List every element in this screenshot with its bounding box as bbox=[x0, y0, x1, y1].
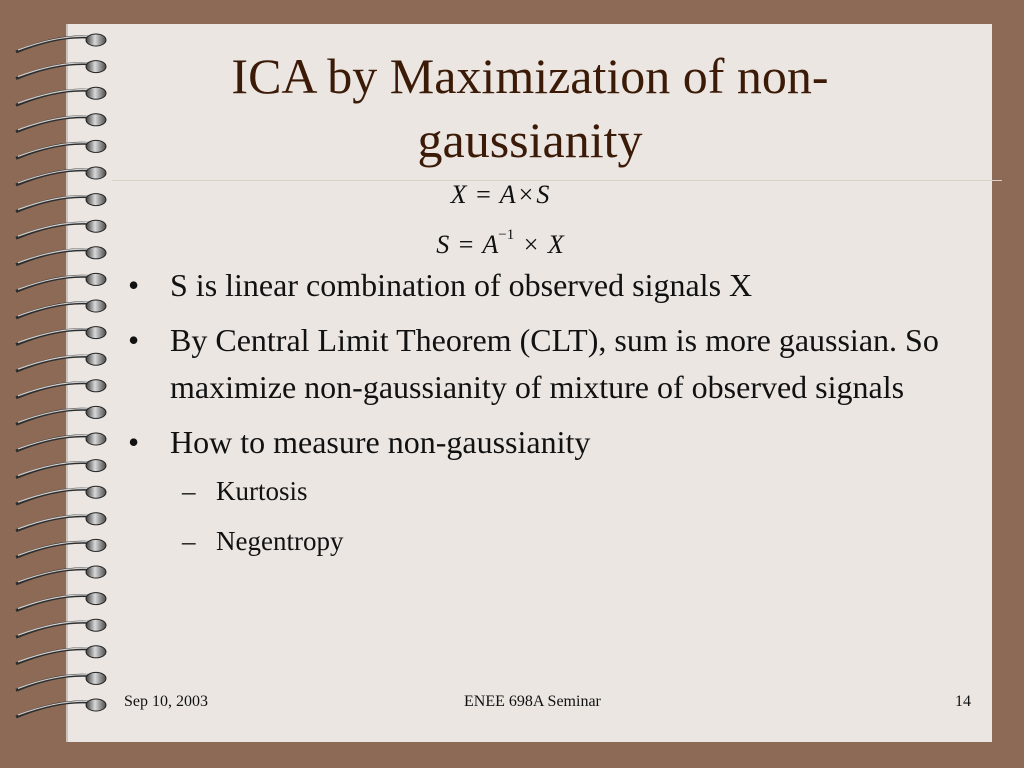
spiral-ring bbox=[86, 140, 106, 152]
bullet-item bbox=[128, 419, 948, 566]
eq2-b: X bbox=[547, 230, 564, 259]
bullet-list bbox=[128, 262, 948, 574]
eq2-exponent: −1 bbox=[498, 227, 515, 244]
bullet-text: By Central Limit Theorem (CLT), sum is more gaussian. So maximize non-gaussianity of mixture of observed signals bbox=[170, 322, 939, 405]
footer-date: Sep 10, 2003 bbox=[124, 693, 208, 710]
spiral-ring bbox=[86, 167, 106, 179]
eq1-a: A bbox=[499, 180, 516, 209]
spiral-ring bbox=[86, 273, 106, 285]
spiral-ring bbox=[86, 247, 106, 259]
sub-bullet-text: Kurtosis bbox=[216, 476, 308, 506]
spiral-ring bbox=[86, 87, 106, 99]
eq2-lhs: S bbox=[436, 230, 450, 259]
bullet-item bbox=[128, 262, 948, 309]
eq1-lhs: X bbox=[450, 180, 467, 209]
spiral-ring bbox=[86, 699, 106, 711]
spiral-ring bbox=[86, 672, 106, 684]
sub-bullet-list bbox=[170, 466, 948, 566]
spiral-ring bbox=[86, 61, 106, 73]
bullet-item bbox=[128, 317, 948, 411]
page-number: 14 bbox=[955, 693, 971, 710]
bullet-marker: • bbox=[128, 322, 140, 358]
equation-mixing bbox=[380, 180, 620, 210]
eq1-equals: = bbox=[476, 180, 491, 209]
title-line-2: gaussianity bbox=[417, 112, 643, 168]
spiral-ring bbox=[86, 539, 106, 551]
spiral-ring bbox=[86, 34, 106, 46]
eq2-equals: = bbox=[458, 230, 474, 259]
spiral-ring bbox=[86, 593, 106, 605]
spiral-ring bbox=[86, 220, 106, 232]
footer-title: ENEE 698A Seminar bbox=[464, 693, 601, 710]
spiral-ring bbox=[86, 646, 106, 658]
eq2-times: × bbox=[523, 230, 539, 259]
equation-unmixing bbox=[380, 227, 620, 260]
spiral-ring bbox=[86, 513, 106, 525]
bullet-marker: • bbox=[128, 267, 140, 303]
spiral-ring bbox=[86, 433, 106, 445]
eq2-a: A bbox=[482, 230, 499, 259]
spiral-ring bbox=[86, 619, 106, 631]
title-line-1: ICA by Maximization of non- bbox=[231, 48, 829, 104]
sub-bullet-marker: – bbox=[182, 526, 196, 556]
eq1-times: × bbox=[518, 180, 534, 209]
spiral-ring bbox=[86, 194, 106, 206]
spiral-ring bbox=[86, 486, 106, 498]
sub-bullet-item bbox=[170, 516, 948, 566]
sub-bullet-marker: – bbox=[182, 476, 196, 506]
spiral-ring bbox=[86, 566, 106, 578]
spiral-ring bbox=[86, 380, 106, 392]
eq1-b: S bbox=[536, 180, 550, 209]
spiral-ring bbox=[86, 460, 106, 472]
spiral-ring bbox=[86, 114, 106, 126]
spiral-ring bbox=[86, 353, 106, 365]
bullet-text: How to measure non-gaussianity bbox=[170, 424, 591, 460]
sub-bullet-item bbox=[170, 466, 948, 516]
sub-bullet-text: Negentropy bbox=[216, 526, 344, 556]
bullet-text: S is linear combination of observed signals X bbox=[170, 267, 753, 303]
spiral-ring bbox=[86, 406, 106, 418]
spiral-binding-icon bbox=[0, 0, 130, 768]
bullet-marker: • bbox=[128, 424, 140, 460]
spiral-ring bbox=[86, 327, 106, 339]
spiral-ring bbox=[86, 300, 106, 312]
slide-title bbox=[150, 44, 910, 172]
